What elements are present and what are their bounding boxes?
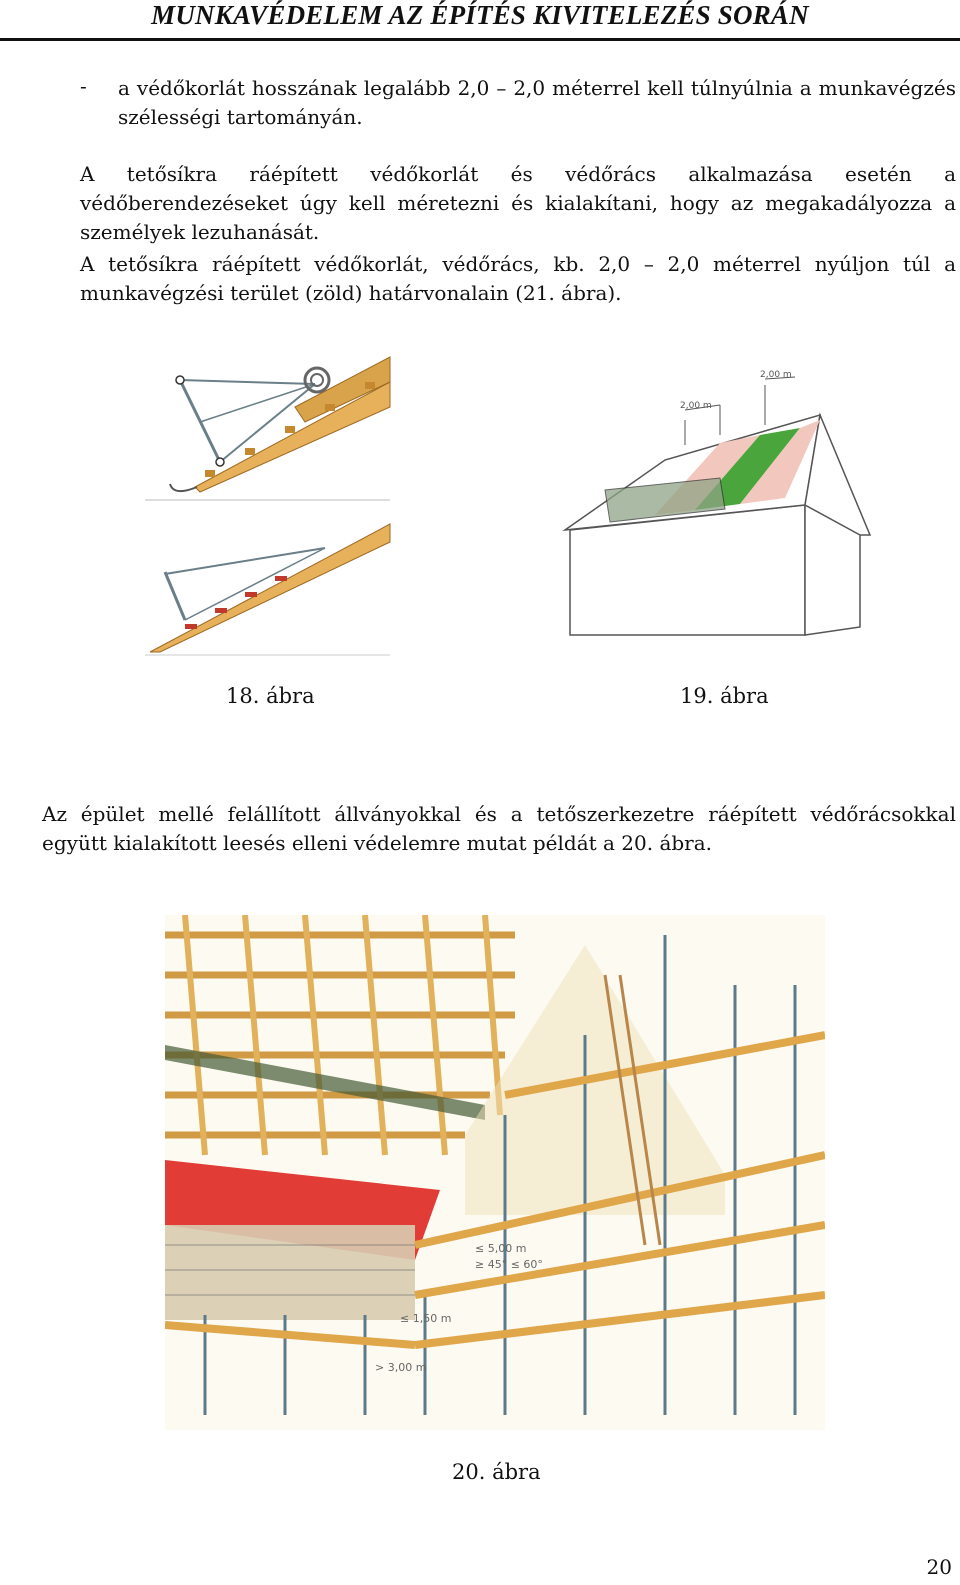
page-number: 20 [926, 1555, 952, 1579]
bullet-text: a védőkorlát hosszának legalább 2,0 – 2,0 méterrel kell túlnyúlnia a munkavégzés szélességi tartományán. [118, 76, 956, 129]
fig20-label-1: ≤ 5,00 m [475, 1242, 527, 1255]
figure-20-caption: 20. ábra [452, 1460, 541, 1484]
paragraph-1: A tetősíkra ráépített védőkorlát és védőrács alkalmazása esetén a védőberendezéseket úgy kell méretezni és kialakítani, hogy az megakadályozza a személyek lezuhanását. [80, 162, 956, 244]
page-header [0, 0, 960, 41]
paragraph-3: Az épület mellé felállított állványokkal és a tetőszerkezetre ráépített védőrácsokkal együtt kialakított leesés elleni védelemre mutat példát a 20. ábra. [42, 802, 956, 855]
fig20-label-3: ≤ 1,50 m [400, 1312, 452, 1325]
fig20-label-4: > 3,00 m [375, 1361, 427, 1374]
figure-20-illustration [165, 915, 825, 1430]
fig20-label-2: ≥ 45° ≤ 60° [475, 1258, 543, 1271]
figure-18-illustration [145, 352, 395, 657]
figure-19-caption: 19. ábra [680, 684, 769, 708]
fig19-dim-b: 2,00 m [760, 370, 792, 380]
figure-19-illustration [560, 365, 875, 645]
figure-18-caption: 18. ábra [226, 684, 315, 708]
header-title: MUNKAVÉDELEM AZ ÉPÍTÉS KIVITELEZÉS SORÁN [151, 0, 809, 30]
bullet-dash: - [80, 74, 87, 98]
fig19-dim-a: 2,00 m [680, 401, 712, 411]
paragraph-2: A tetősíkra ráépített védőkorlát, védőrács, kb. 2,0 – 2,0 méterrel nyúljon túl a munkavégzési terület (zöld) határvonalain (21. ábra). [80, 252, 956, 305]
